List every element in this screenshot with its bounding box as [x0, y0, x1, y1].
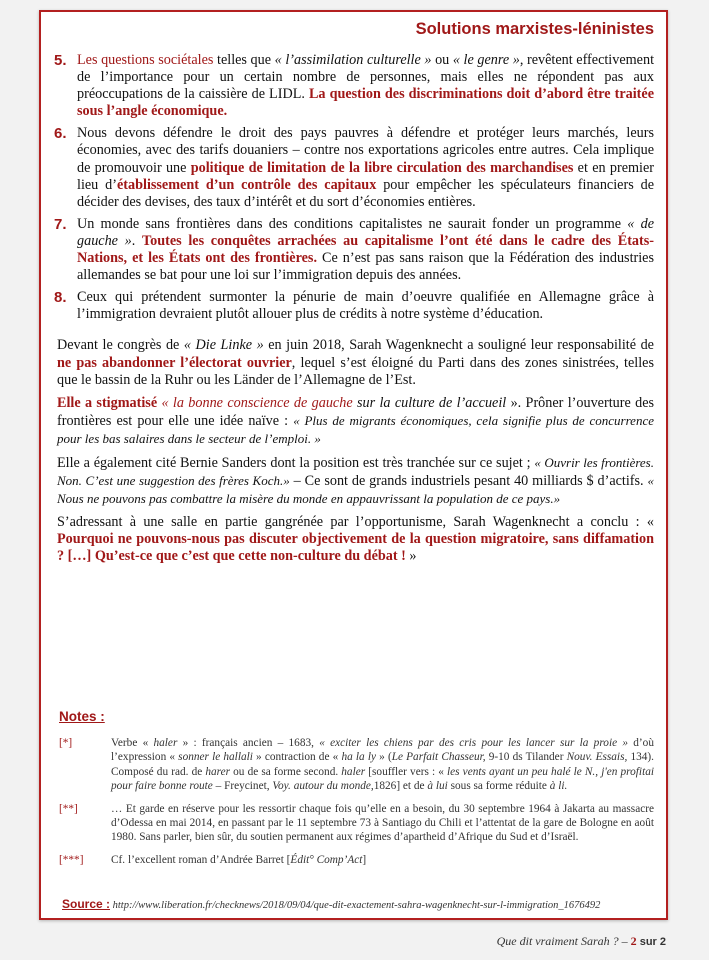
paragraph — [57, 514, 654, 565]
text-run: Toutes les conquêtes arrachées au capitalisme l’ont été dans le cadre des États-Nations, et les États ont des frontières. — [77, 232, 654, 267]
numbered-item — [54, 52, 655, 120]
item-number: 5. — [54, 52, 67, 69]
text-run: ] — [362, 853, 367, 866]
text-run: « Ouvrir les frontières. Non. C’est une suggestion des frères Koch.» — [57, 454, 654, 489]
source-link[interactable]: http://www.liberation.fr/checknews/2018/09/04/que-dit-exactement-sahra-wagenknecht-sur-l-immigration_1676492 — [112, 900, 601, 911]
paragraph — [57, 454, 654, 508]
item-number: 7. — [54, 215, 67, 233]
text-run: Pourquoi ne pouvons-nous pas discuter objectivement de la question migratoire, sans diffamation ? […] Qu’est-ce que c’est que cette non-culture du débat ! — [57, 531, 654, 565]
text-run: Édit° Comp’Act — [290, 853, 363, 866]
notes-list — [59, 736, 654, 867]
paragraph — [57, 395, 654, 448]
paragraph — [57, 337, 654, 388]
text-run: « l’assimilation culturelle » — [274, 52, 432, 68]
text-run: ha la ly — [341, 751, 376, 764]
text-run: harer — [205, 765, 231, 778]
main-content — [54, 52, 655, 570]
numbered-item — [54, 215, 654, 284]
source-line — [62, 897, 600, 911]
text-run: , revêtent effectivement de l’importance pour un certain nombre de personnes, mais elles ne répondent pas aux préoccupations de la caissière de LIDL. — [77, 52, 655, 103]
document-page — [39, 10, 668, 920]
item-number: 8. — [54, 289, 67, 307]
text-run: établissement d’un contrôle des capitaux — [117, 176, 377, 193]
text-run: Devant le congrès de — [57, 337, 184, 354]
numbered-list — [54, 52, 655, 323]
text-run: Ceux qui prétendent surmonter la pénurie de main d’oeuvre qualifiée en Allemagne grâce à l’immigration devraient plutôt allouer plus de crédits à notre système d’éducation. — [77, 289, 654, 323]
page-title: Solutions marxistes-léninistes — [415, 20, 654, 38]
text-run: telles que — [213, 52, 275, 68]
numbered-item — [54, 125, 654, 210]
text-run: sonner le hallali — [178, 751, 253, 764]
text-run: en juin 2018, Sarah Wagenknecht a souligné leur responsabilité de — [263, 337, 654, 354]
text-run: Un monde sans frontières dans des conditions capitalistes ne saurait fonder un programme — [77, 215, 628, 232]
notes-section — [59, 709, 654, 867]
text-run: ». Prôner l’ouverture des frontières est pour elle une idée naïve : — [57, 394, 655, 429]
text-run: Elle a également cité Bernie Sanders dont la position est très tranchée sur ce sujet ; — [57, 454, 535, 471]
text-run: Elle a stigmatisé — [57, 394, 158, 411]
text-run: » ( — [375, 751, 392, 764]
text-run: Ce n’est pas sans raison que la Fédération des industries allemandes se bat pour une loi sur l’immigration depuis des années. — [77, 250, 654, 284]
body-paragraphs — [57, 337, 654, 565]
text-run: S’adressant à une salle en partie gangrénée par l’opportunisme, Sarah Wagenknecht a conclu : « — [57, 514, 654, 531]
text-run: Voy. autour du monde, — [272, 780, 374, 793]
text-run: Les questions sociétales — [77, 52, 214, 68]
text-run: « Plus de migrants économiques, cela signifie plus de concurrence pour les bas salaires dans le secteur de l’emploi. » — [57, 412, 654, 446]
text-run: pour empêcher les spéculateurs financiers de décider des devises, des taux d’intérêt et du sort d’économies entières. — [77, 176, 654, 210]
text-run: « Die Linke » — [183, 337, 264, 354]
text-run: sur la culture de l’accueil — [352, 394, 507, 411]
text-run: » : français ancien – 1683, — [177, 737, 320, 749]
text-run: ou — [431, 52, 453, 68]
text-run: ou de sa forme second. — [230, 765, 342, 778]
text-run: à li. — [549, 780, 568, 793]
text-run: « la bonne conscience de gauche — [161, 394, 353, 411]
text-run: La question des discriminations doit d’abord être traitée sous l’angle économique. — [77, 86, 654, 120]
text-run: ne pas abandonner l’électorat ouvrier — [57, 354, 292, 371]
text-run: [souffler vers : « — [365, 765, 448, 778]
notes-title: Notes : — [59, 709, 105, 724]
text-run: à lui — [427, 780, 448, 793]
item-number: 6. — [54, 125, 67, 143]
note-marker: [*] — [59, 737, 73, 749]
text-run: « le genre » — [452, 52, 520, 68]
text-run: et en premier lieu d’ — [77, 159, 654, 193]
text-run: haler — [153, 737, 178, 749]
text-run: « Nous ne pouvons pas combattre la misère du monde en appauvrissant la population de ce pays.» — [57, 473, 654, 507]
source-label: Source : — [62, 897, 111, 911]
text-run: . — [131, 232, 142, 249]
text-run: , lequel s’est éloigné du Parti dans des zones sinistrées, telles que le bassin de la Ruhr ou les Länder de l’Allemagne de l’Est. — [57, 354, 654, 388]
text-run: « de gauche » — [77, 215, 654, 249]
page-number: 2 — [630, 934, 637, 948]
text-run: les vents ayant un peu halé le N., j'en profitai pour faire bonne route — [111, 765, 654, 793]
text-run: Le Parfait Chasseur, — [391, 751, 486, 764]
text-run: haler — [341, 765, 366, 778]
text-run: – Ce sont de grands industriels pesant 40 milliards $ d’actifs. — [289, 473, 648, 490]
note-item — [59, 736, 654, 794]
text-run: sous sa forme réduite — [447, 780, 550, 793]
text-run: » contraction de « — [252, 751, 342, 764]
text-run: politique de limitation de la libre circulation des marchandises — [190, 159, 574, 176]
text-run: 134). Composé du rad. de — [111, 751, 654, 778]
note-item — [59, 802, 654, 845]
text-run: Nouv. Essais, — [566, 751, 628, 764]
text-run: « exciter les chiens par des cris pour les lancer sur la proie » — [319, 737, 629, 749]
text-run: – Freycinet, — [212, 780, 273, 793]
footer-doc-title: Que dit vraiment Sarah ? — [496, 934, 619, 948]
text-run: 1826] et de — [373, 780, 428, 793]
text-run: Verbe « — [111, 737, 154, 749]
footer-dash: – — [618, 934, 631, 948]
text-run: d’où l’expression « — [111, 737, 654, 764]
page-footer — [497, 934, 666, 949]
note-marker: [**] — [59, 802, 78, 815]
text-run: 9-10 ds Tilander — [485, 751, 567, 764]
text-run: Cf. l’excellent roman d’Andrée Barret [ — [111, 853, 291, 866]
note-marker: [***] — [59, 853, 84, 866]
page-total: sur 2 — [636, 936, 666, 948]
text-run: … Et garde en réserve pour les ressortir chaque fois qu’elle en a besoin, du 30 septembre 1964 à Jakarta au massacre d’Odessa en mai 2014, en passant par le 11 septembre 73 à Santiago du Chili et l’attentat de la gare de Bologne en août 1980. Sans parler, bien sûr, du soutien permanent aux régimes d’apartheid d’Afrique du Sud et d’Israël. — [111, 802, 654, 844]
note-item — [59, 853, 654, 867]
text-run: Nous devons défendre le droit des pays pauvres à défendre et protéger leurs marchés, leurs économies, avec des tarifs douaniers – contre nos exportations agricoles entre autres. Cela implique de promouvoir une — [77, 125, 654, 176]
numbered-item — [54, 289, 654, 323]
text-run: » — [405, 548, 417, 565]
